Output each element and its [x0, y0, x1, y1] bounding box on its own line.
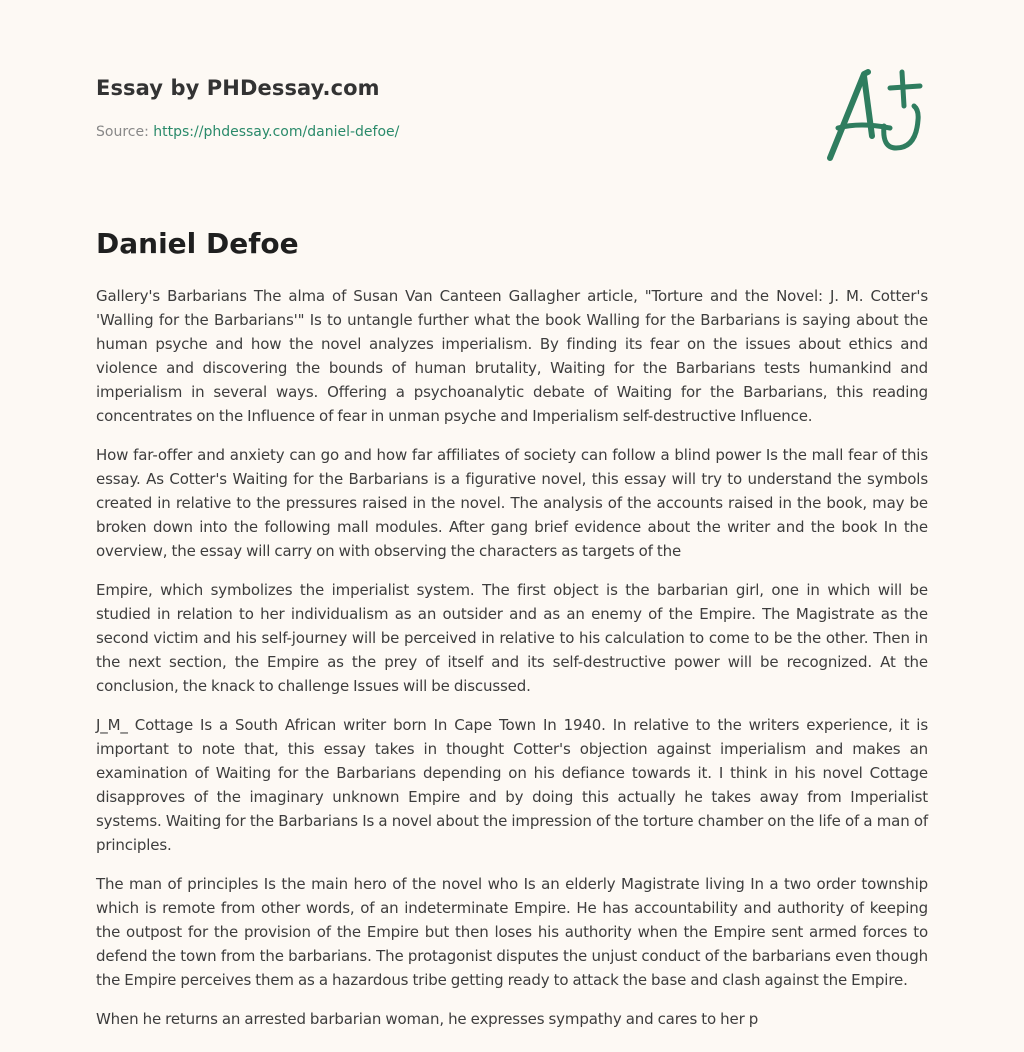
paragraph-4: J_M_ Cottage Is a South African writer born In Cape Town In 1940. In relative to the writers experience, it is important to note that, this essay takes in thought Cotter's objection against imperialism and makes an examination of Waiting for the Barbarians depending on his defiance towards it. I think in his novel Cottage disapproves of the imaginary unknown Empire and by doing this actually he takes away from Imperialist systems. Waiting for the Barbarians Is a novel about the impression of the torture chamber on the life of a man of principles. — [96, 716, 928, 854]
source-label: Source: — [96, 124, 149, 140]
page-header — [96, 0, 928, 200]
paragraph-6: When he returns an arrested barbarian woman, he expresses sympathy and cares to her p — [96, 1010, 759, 1028]
page-title: Daniel Defoe — [96, 227, 299, 260]
paragraph-3: Empire, which symbolizes the imperialist system. The first object is the barbarian girl, one in which will be studied in relation to her individualism as an outsider and as an enemy of the Empire. The Magistrate as the second victim and his self-journey will be perceived in relative to his calculation to come to be the other. Then in the next section, the Empire as the prey of itself and its self-destructive power will be recognized. At the conclusion, the knack to challenge Issues will be discussed. — [96, 581, 928, 695]
source-line — [96, 124, 399, 140]
paragraph-5: The man of principles Is the main hero of the novel who Is an elderly Magistrate living In a two order township which is remote from other words, of an indeterminate Empire. He has accountability and authority of keeping the outpost for the provision of the Empire but then loses his authority when the Empire sent armed forces to defend the town from the barbarians. The protagonist disputes the unjust conduct of the barbarians even though the Empire perceives them as a hazardous tribe getting ready to attack the base and clash against the Empire. — [96, 875, 928, 989]
a-plus-grade-icon — [824, 66, 928, 166]
site-title: Essay by PHDessay.com — [96, 76, 380, 100]
paragraph-1: Gallery's Barbarians The alma of Susan Van Canteen Gallagher article, "Torture and the Novel: J. M. Cotter's 'Walling for the Barbarians'" Is to untangle further what the book Walling for the Barbarians is saying about the human psyche and how the novel analyzes imperialism. By finding its fear on the issues about ethics and violence and discovering the bounds of human brutality, Waiting for the Barbarians tests humankind and imperialism in several ways. Offering a psychoanalytic debate of Waiting for the Barbarians, this reading concentrates on the Influence of fear in unman psyche and Imperialism self-destructive Influence. — [96, 287, 928, 425]
paragraph-2: How far-offer and anxiety can go and how far affiliates of society can follow a blind power Is the mall fear of this essay. As Cotter's Waiting for the Barbarians is a figurative novel, this essay will try to understand the symbols created in relative to the pressures raised in the novel. The analysis of the accounts raised in the book, may be broken down into the following mall modules. After gang brief evidence about the writer and the book In the overview, the essay will carry on with observing the characters as targets of the — [96, 446, 928, 560]
source-link[interactable]: https://phdessay.com/daniel-defoe/ — [153, 124, 400, 140]
article — [96, 226, 928, 1046]
